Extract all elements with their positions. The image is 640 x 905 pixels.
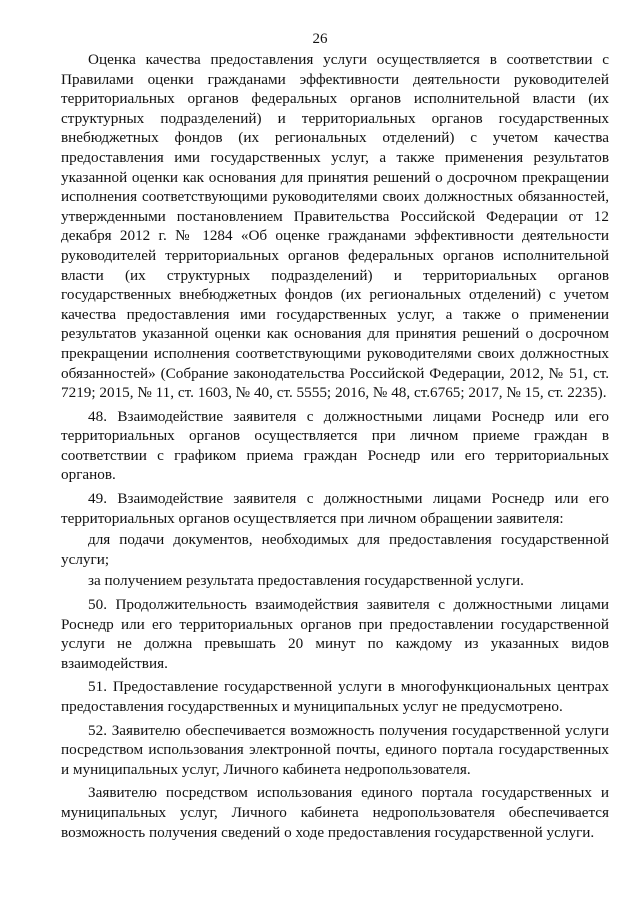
document-body <box>61 50 609 846</box>
paragraph-49-item-documents: для подачи документов, необходимых для предоставления государственной услуги; <box>61 531 609 568</box>
paragraph-50: 50. Продолжительность взаимодействия заявителя с должностными лицами Роснедр или его территориальных органов при предоставлении государственной услуги не должна превышать 20 минут по каждому из указанных видов взаимодействия. <box>61 596 609 672</box>
paragraph-51: 51. Предоставление государственной услуги в многофункциональных центрах предоставления государственных и муниципальных услуг не предусмотрено. <box>61 678 609 715</box>
paragraph-status-info: Заявителю посредством использования единого портала государственных и муниципальных услуг, Личного кабинета недропользователя обеспечивается возможность получения сведений о ходе предоставления государственной услуги. <box>61 784 609 841</box>
page-number: 26 <box>312 31 328 47</box>
paragraph-48: 48. Взаимодействие заявителя с должностными лицами Роснедр или его территориальных органов осуществляется при личном приеме граждан в соответствии с графиком приема граждан Роснедр или его территориальных органов. <box>61 407 609 484</box>
paragraph-49-item-result: за получением результата предоставления государственной услуги. <box>88 572 524 590</box>
paragraph-52: 52. Заявителю обеспечивается возможность получения государственной услуги посредством использования электронной почты, единого портала государственных и муниципальных услуг, Личного кабинета недропользователя. <box>61 721 609 778</box>
paragraph-49: 49. Взаимодействие заявителя с должностными лицами Роснедр или его территориальных органов осуществляется при личном обращении заявителя: <box>61 490 609 527</box>
paragraph-quality-assessment: Оценка качества предоставления услуги осуществляется в соответствии с Правилами оценки гражданами эффективности деятельности руководителей территориальных органов федеральных органов исполнительной власти (их структурных подразделений) и территориальных органов государственных внебюджетных фондов (их региональных отделений) с учетом качества предоставления ими государственных услуг, а также применения результатов указанной оценки как основания для принятия решений о досрочном прекращении исполнения соответствующими руководителями своих должностных обязанностей, утвержденными постановлением Правительства Российской Федерации от 12 декабря 2012 г. № 1284 «Об оценке гражданами эффективности деятельности руководителей территориальных органов федеральных органов исполнительной власти (их структурных подразделений) и территориальных органов государственных внебюджетных фондов (их региональных отделений) с учетом качества предоставления ими государственных услуг, а также о применении результатов указанной оценки как основания для принятия решений о досрочном прекращении исполнения соответствующими руководителями своих должностных обязанностей» (Собрание законодательства Российской Федерации, 2012, № 51, ст. 7219; 2015, № 11, ст. 1603, № 40, ст. 5555; 2016, № 48, ст.6765; 2017, № 15, ст. 2235). <box>61 51 609 402</box>
